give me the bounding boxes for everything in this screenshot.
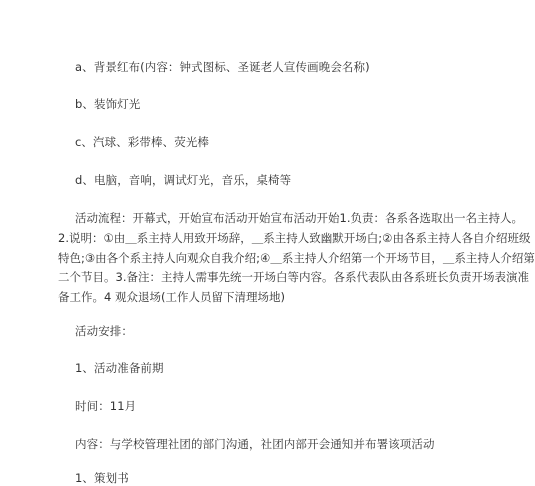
paragraph-line: 特色;③由各个系主持人向观众自我介绍;④＿系主持人介绍第一个开场节目，＿系主持人介绍第 xyxy=(58,250,535,265)
paragraph-line: 二个节目。3.备注：主持人需事先统一开场白等内容。各系代表队由各系班长负责开场表演准 xyxy=(58,270,529,285)
list-item-a: a、背景红布(内容：钟式图标、圣诞老人宣传画晚会名称) xyxy=(75,60,370,74)
list-item-d: d、电脑，音响，调试灯光，音乐，桌椅等 xyxy=(75,173,292,187)
activity-process-paragraph xyxy=(58,209,535,308)
cut-off-line: 1、策划书 xyxy=(75,471,129,485)
content-line: 内容：与学校管理社团的部门沟通，社团内部开会通知并布署该项活动 xyxy=(75,437,435,451)
time-line: 时间：11月 xyxy=(75,399,137,413)
paragraph-line: 活动流程：开幕式，开始宣布活动开始宣布活动开始1.负责：各系各选取出一名主持人。 xyxy=(75,211,523,225)
list-item-b: b、装饰灯光 xyxy=(75,97,141,111)
schedule-heading: 活动安排： xyxy=(75,324,133,338)
paragraph-line: 备工作。4 观众退场(工作人员留下清理场地) xyxy=(58,290,285,305)
paragraph-line: 2.说明：①由＿系主持人用致开场辞，＿系主持人致幽默开场白;②由各系主持人各自介绍班级 xyxy=(58,230,531,245)
prep-heading: 1、活动准备前期 xyxy=(75,361,164,375)
list-item-c: c、汽球、彩带棒、荧光棒 xyxy=(75,135,210,149)
